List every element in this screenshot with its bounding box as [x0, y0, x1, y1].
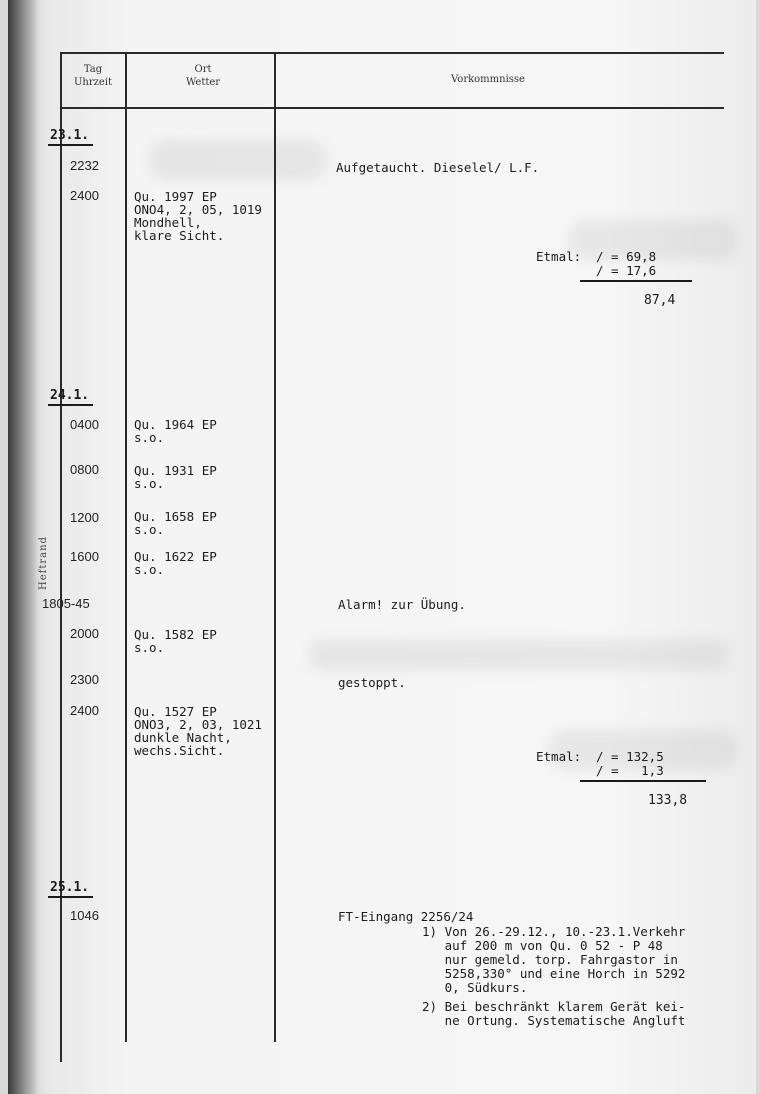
entry-weather: wechs.Sicht. [134, 743, 225, 758]
date-heading: 23.1. [50, 128, 90, 143]
binding-shadow [8, 0, 38, 1094]
entry-event: Aufgetaucht. Dieselel/ L.F. [336, 160, 540, 175]
header-uhrzeit: Uhrzeit [73, 77, 113, 88]
entry-place: ONO3, 2, 03, 1021 [134, 717, 262, 732]
entry-weather: dunkle Nacht, [134, 730, 232, 745]
entry-place: Qu. 1527 EP [134, 704, 217, 719]
entry-weather: klare Sicht. [134, 228, 225, 243]
entry-time: 1600 [70, 549, 99, 564]
entry-place: Qu. 1997 EP [134, 189, 217, 204]
entry-event: 0, Südkurs. [422, 980, 528, 995]
date-heading: 25.1. [50, 880, 90, 895]
entry-place: Qu. 1622 EP [134, 549, 217, 564]
entry-time: 0800 [70, 462, 99, 477]
etmal-value: / = 132,5 [596, 749, 664, 764]
entry-event: 5258,330° und eine Horch in 5292 [422, 966, 686, 981]
header-col-day-time [68, 63, 118, 89]
entry-event: ne Ortung. Systematische Angluft [422, 1013, 686, 1028]
header-tag: Tag [83, 64, 103, 75]
header-bottom-rule [60, 107, 724, 109]
smudge [148, 140, 328, 180]
header-top-rule [60, 52, 724, 54]
entry-time: 1200 [70, 510, 99, 525]
entry-time: 1805-45 [42, 596, 90, 611]
etmal-value: / = 1,3 [596, 763, 664, 778]
col-rule-2 [274, 52, 276, 1042]
margin-label: Heftrand [38, 536, 49, 590]
entry-time: 2300 [70, 672, 99, 687]
etmal-total: 133,8 [648, 793, 688, 808]
header-ort: Ort [194, 64, 212, 75]
entry-event: nur gemeld. torp. Fahrgastor in [422, 952, 678, 967]
entry-event: Alarm! zur Übung. [338, 597, 466, 612]
etmal-label: Etmal: [536, 249, 582, 264]
entry-event: 1) Von 26.-29.12., 10.-23.1.Verkehr [422, 924, 686, 939]
entry-weather: s.o. [134, 562, 165, 577]
sum-rule [580, 780, 706, 782]
entry-event: FT-Eingang 2256/24 [338, 909, 474, 924]
entry-time: 2232 [70, 158, 99, 173]
header-col-place-weather [158, 63, 248, 89]
smudge [308, 640, 728, 670]
etmal-total: 87,4 [644, 293, 676, 308]
header-wetter: Wetter [185, 77, 221, 88]
document-page [8, 0, 756, 1094]
entry-place: Qu. 1658 EP [134, 509, 217, 524]
etmal-value: / = 69,8 [596, 249, 657, 264]
entry-time: 2400 [70, 703, 99, 718]
entry-weather: s.o. [134, 430, 165, 445]
entry-place: ONO4, 2, 05, 1019 [134, 202, 262, 217]
entry-time: 0400 [70, 417, 99, 432]
entry-weather: s.o. [134, 476, 165, 491]
entry-event: gestoppt. [338, 675, 406, 690]
entry-place: Qu. 1582 EP [134, 627, 217, 642]
sum-rule [580, 280, 692, 282]
header-vorkommnisse: Vorkommnisse [451, 74, 525, 85]
etmal-label: Etmal: [536, 749, 582, 764]
date-heading: 24.1. [50, 388, 90, 403]
col-rule-1 [125, 52, 127, 1042]
etmal-value: / = 17,6 [596, 263, 657, 278]
col-rule-left [60, 52, 62, 1062]
entry-time: 1046 [70, 908, 99, 923]
entry-event: auf 200 m von Qu. 0 52 - P 48 [422, 938, 663, 953]
entry-place: Qu. 1931 EP [134, 463, 217, 478]
entry-event: 2) Bei beschränkt klarem Gerät kei- [422, 999, 686, 1014]
entry-weather: Mondhell, [134, 215, 202, 230]
entry-time: 2000 [70, 626, 99, 641]
entry-time: 2400 [70, 188, 99, 203]
entry-weather: s.o. [134, 640, 165, 655]
entry-weather: s.o. [134, 522, 165, 537]
entry-place: Qu. 1964 EP [134, 417, 217, 432]
